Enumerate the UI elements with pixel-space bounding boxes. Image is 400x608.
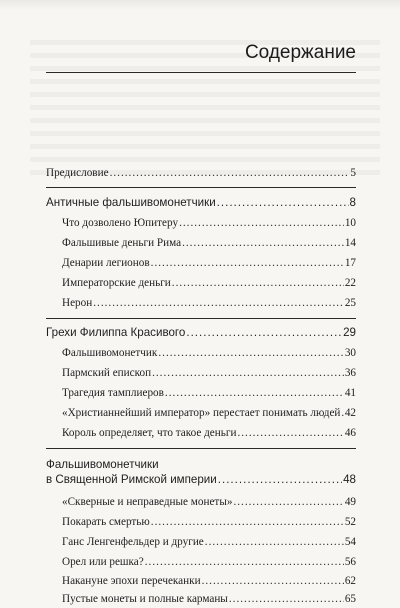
toc-entry-label: Императорские деньги [62, 277, 171, 289]
toc-entry-label: Пустые монеты и полные карманы [62, 593, 228, 605]
toc-entry-page: 17 [344, 257, 356, 269]
toc-entry-label: в Священной Римской империи [46, 473, 217, 486]
toc-entry [62, 236, 356, 250]
toc-entry-page: 10 [344, 217, 356, 229]
leader-dots [237, 426, 343, 440]
leader-dots [179, 216, 344, 230]
toc-part-philip [46, 326, 356, 340]
toc-entry-label: Фальшивые деньги Рима [62, 237, 182, 249]
toc-entry-label: Грехи Филиппа Красивого [46, 326, 186, 339]
toc-entry-label: «Скверные и неправедные монеты» [62, 496, 233, 508]
toc-entry-label: Античные фальшивомонетчики [46, 196, 216, 209]
toc-entry-label: Нерон [62, 297, 93, 309]
toc-entry [62, 386, 356, 400]
toc-entry-page: 30 [344, 347, 356, 359]
toc-entry-page: 8 [349, 196, 356, 209]
toc-entry-label: Трагедия тамплиеров [62, 387, 164, 399]
toc-entry [62, 555, 356, 569]
toc-part-ancient [46, 196, 356, 210]
section-divider [46, 187, 356, 188]
toc-entry-page: 42 [344, 407, 356, 419]
toc-entry-label: Ганс Ленгенфельдер и другие [62, 536, 204, 548]
toc-entry [62, 535, 356, 549]
toc-entry [62, 366, 356, 380]
page-title: Содержание [244, 42, 356, 63]
toc-entry-page: 36 [344, 367, 356, 379]
toc-entry-page: 46 [344, 427, 356, 439]
toc-entry-page: 54 [344, 536, 356, 548]
toc-entry-page: 49 [344, 496, 356, 508]
leader-dots [151, 515, 344, 529]
leader-dots [151, 256, 344, 270]
toc-entry [62, 406, 356, 420]
toc-entry-label: Накануне эпохи перечеканки [62, 575, 201, 587]
title-divider [46, 72, 356, 73]
toc-entry-page: 41 [344, 387, 356, 399]
toc-entry-page: 25 [344, 297, 356, 309]
toc-entry-preface [46, 166, 356, 180]
leader-dots [341, 406, 343, 420]
leader-dots [172, 276, 344, 290]
toc-entry [62, 495, 356, 509]
toc-entry [62, 590, 356, 604]
toc-entry-page: 65 [344, 593, 356, 605]
toc-entry-label: «Христианнейший император» перестает понимать людей [62, 407, 341, 419]
toc-entry [62, 256, 356, 270]
toc-entry-page: 52 [344, 516, 356, 528]
toc-entry-page: 56 [344, 556, 356, 568]
section-divider [46, 318, 356, 319]
leader-dots [217, 196, 349, 210]
toc-entry [62, 515, 356, 529]
toc-entry-page: 62 [344, 575, 356, 587]
toc-entry-label: Что дозволено Юпитеру [62, 217, 179, 229]
toc-entry-page: 5 [350, 167, 356, 179]
toc-entry [62, 574, 356, 588]
toc-part-hre [46, 473, 356, 487]
toc-entry-label: Орел или решка? [62, 556, 144, 568]
toc-entry-page: 14 [344, 237, 356, 249]
toc-entry-page: 48 [343, 473, 356, 486]
leader-dots [93, 296, 344, 310]
toc-entry [62, 276, 356, 290]
toc-part-hre-line1: Фальшивомонетчики [46, 458, 159, 471]
leader-dots [205, 535, 344, 549]
toc-entry-page: 22 [344, 277, 356, 289]
toc-entry [62, 296, 356, 310]
section-divider [46, 448, 356, 449]
leader-dots [110, 166, 350, 180]
leader-dots [233, 495, 343, 509]
leader-dots [165, 386, 344, 400]
toc-entry-label: Король определяет, что такое деньги [62, 427, 237, 439]
leader-dots [152, 366, 344, 380]
toc-entry [62, 216, 356, 230]
toc-entry-page: 29 [343, 326, 356, 339]
leader-dots [186, 326, 342, 340]
toc-entry-label: Денарии легионов [62, 257, 150, 269]
toc-entry-label: Предисловие [46, 167, 109, 179]
toc-entry-label: Фальшивомонетчик [62, 347, 158, 359]
toc-entry [62, 346, 356, 360]
leader-dots [202, 574, 344, 588]
toc-entry-label: Покарать смертью [62, 516, 150, 528]
leader-dots [218, 473, 342, 487]
toc-entry-label: Пармский епископ [62, 367, 152, 379]
leader-dots [145, 555, 344, 569]
page-edge-shadow [0, 0, 400, 10]
leader-dots [158, 346, 343, 360]
toc-entry [62, 426, 356, 440]
leader-dots [182, 236, 344, 250]
